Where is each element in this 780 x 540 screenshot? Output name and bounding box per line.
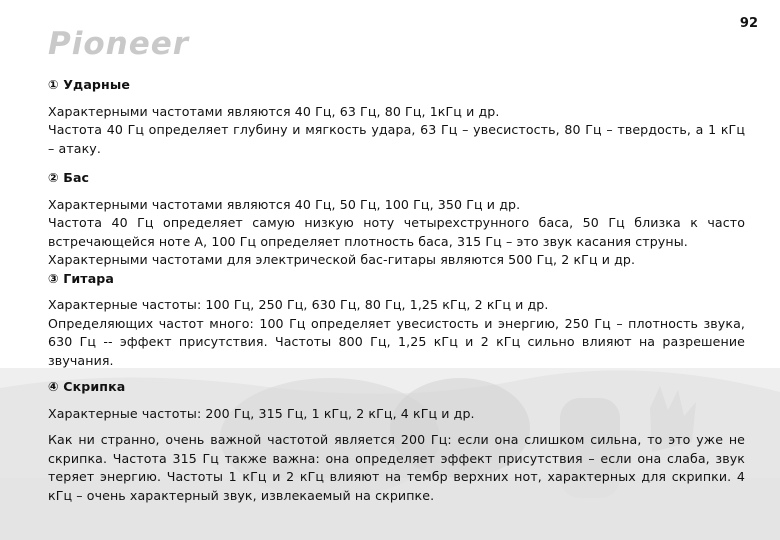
paragraph: Характерные частоты: 100 Гц, 250 Гц, 630 Гц, 80 Гц, 1,25 кГц, 2 кГц и др.	[48, 297, 549, 312]
logo-text: Pioneer	[48, 26, 190, 60]
section-heading-bass: ② Бас	[48, 170, 90, 185]
paragraph: Как ни странно, очень важной частотой является 200 Гц: если она слишком сильна, то это уже не скрипка. Частота 315 Гц также важна: она определяет эффект присутствия – если она слаба, звук теряет энергию. Частоты 1 кГц и 2 кГц влияют на тембр верхних нот, характерных для скрипки. 4 кГц – очень характерный звук, извлекаемый на скрипке.	[48, 432, 745, 503]
paragraph: Частота 40 Гц определяет глубину и мягкость удара, 63 Гц – увесистость, 80 Гц – твердость, а 1 кГц – атаку.	[48, 122, 745, 156]
paragraph: Характерными частотами для электрической бас-гитары являются 500 Гц, 2 кГц и др.	[48, 252, 636, 267]
paragraph: Характерными частотами являются 40 Гц, 50 Гц, 100 Гц, 350 Гц и др.	[48, 196, 521, 212]
page-number: 92	[739, 16, 758, 31]
paragraph: Характерными частотами являются 40 Гц, 63 Гц, 80 Гц, 1кГц и др.	[48, 103, 500, 119]
section-heading-violin: ④ Скрипка	[48, 379, 126, 394]
section-heading-guitar: ③ Гитара	[48, 270, 115, 286]
paragraph: Определяющих частот много: 100 Гц определяет увесистость и энергию, 250 Гц – плотность звука, 630 Гц -- эффект присутствия. Частоты 800 Гц, 1,25 кГц и 2 кГц сильно влияют на разрешение звучания.	[48, 315, 745, 368]
document-body	[48, 76, 745, 505]
section-heading-drums: ① Ударные	[48, 77, 130, 92]
pioneer-logo	[46, 26, 246, 60]
paragraph: Характерные частоты: 200 Гц, 315 Гц, 1 кГц, 2 кГц, 4 кГц и др.	[48, 405, 475, 421]
paragraph: Частота 40 Гц определяет самую низкую ноту четырехструнного баса, 50 Гц близка к часто встречающейся ноте А, 100 Гц определяет плотность баса, 315 Гц – это звук касания струны.	[48, 215, 745, 249]
